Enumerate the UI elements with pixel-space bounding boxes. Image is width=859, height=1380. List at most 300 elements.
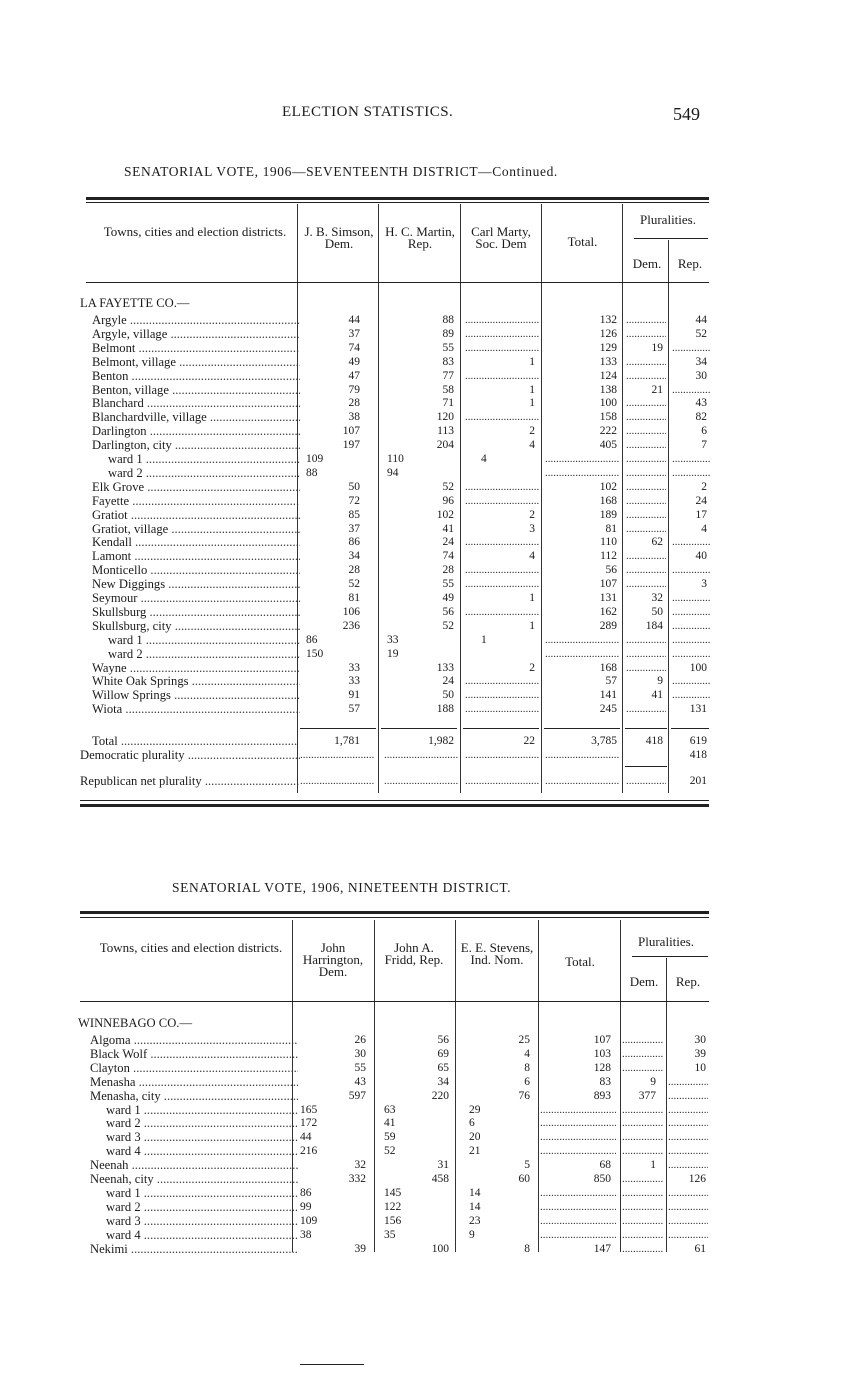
- table-row: [80, 480, 710, 494]
- header-rep: Rep.: [677, 256, 703, 271]
- leader-dots: [668, 1214, 708, 1228]
- leader-dots: [465, 577, 540, 591]
- county-heading: [78, 1016, 192, 1030]
- leader-dots: [300, 748, 375, 762]
- row-label: Total .....: [92, 734, 300, 748]
- cell-rep: 3: [701, 578, 707, 591]
- cell-rep: 131: [689, 703, 707, 716]
- cell-rep: 30: [694, 1034, 706, 1046]
- table-row: [80, 410, 710, 424]
- cell-total: 168: [599, 661, 617, 674]
- cell-total: 132: [599, 314, 617, 326]
- table-row: [80, 369, 710, 383]
- sum-rule: [625, 766, 667, 767]
- cell-c2: 31: [437, 1159, 449, 1172]
- cell-c2: 88: [442, 314, 454, 326]
- cell-c3: 4: [529, 550, 535, 563]
- cell-c2: 58: [442, 383, 454, 396]
- cell-w1: 86: [306, 633, 318, 646]
- cell-total: 68: [599, 1159, 611, 1172]
- header-towns: Towns, cities and election districts.: [103, 224, 287, 239]
- leader-dots: [540, 1130, 616, 1144]
- leader-dots: [668, 1144, 708, 1158]
- cell-total: 168: [599, 494, 617, 507]
- cell-c1: 57: [348, 703, 360, 716]
- row-label: Argyle .....: [92, 313, 300, 327]
- leader-dots: [545, 647, 620, 661]
- leader-dots: [465, 535, 540, 549]
- total-row: [80, 734, 710, 748]
- cell-total: 107: [599, 578, 617, 591]
- cell-dem: 62: [651, 536, 663, 549]
- cell-c1: 32: [354, 1159, 366, 1172]
- cell-c2: 55: [442, 578, 454, 591]
- ward-row: [80, 452, 710, 466]
- leader-dots: [626, 438, 666, 452]
- leader-dots: [465, 341, 540, 355]
- table-row: [78, 1033, 710, 1047]
- cell-total: 128: [593, 1061, 611, 1074]
- leader-dots: [384, 748, 459, 762]
- leader-dots: [672, 633, 710, 647]
- leader-dots: [626, 466, 666, 480]
- leader-dots: [668, 1228, 708, 1242]
- cell-w1: 86: [300, 1186, 312, 1199]
- cell-c2: 52: [442, 480, 454, 493]
- cell-c2: 133: [436, 661, 454, 674]
- cell-total: 129: [599, 341, 617, 354]
- header-pluralities: Pluralities.: [638, 934, 694, 949]
- table-2-title: SENATORIAL VOTE, 1906, NINETEENTH DISTRICT.: [172, 880, 512, 895]
- cell-c2: 28: [442, 564, 454, 577]
- cell-total: 57: [605, 675, 617, 688]
- cell-w1: 109: [306, 453, 324, 465]
- cell-c1: 81: [348, 592, 360, 604]
- leader-dots: [545, 633, 620, 647]
- cell-total: 133: [599, 355, 617, 368]
- cell-c1: 34: [348, 550, 360, 563]
- row-label: Clayton .....: [90, 1061, 298, 1075]
- row-label: Wayne .....: [92, 661, 300, 675]
- cell-c2: 83: [442, 355, 454, 368]
- leader-dots: [672, 688, 710, 702]
- cell-w1: 216: [300, 1145, 318, 1158]
- cell-c1: 1,781: [334, 735, 360, 747]
- row-label: Darlington .....: [92, 424, 300, 438]
- cell-rep: 2: [701, 480, 707, 493]
- cell-total: 103: [593, 1047, 611, 1060]
- cell-w2: 110: [387, 453, 404, 465]
- ward-row: [78, 1200, 710, 1214]
- cell-rep: 4: [701, 522, 707, 535]
- leader-dots: [626, 577, 666, 591]
- cell-w3: 1: [481, 633, 487, 646]
- cell-total: 81: [605, 522, 617, 535]
- leader-dots: [626, 480, 666, 494]
- ward-row: [78, 1228, 710, 1242]
- leader-dots: [672, 619, 710, 633]
- cell-total: 289: [599, 619, 617, 632]
- leader-dots: [672, 647, 710, 661]
- row-label: ward 1 .....: [106, 1186, 298, 1200]
- ward-row: [78, 1214, 710, 1228]
- cell-dem: 1: [650, 1159, 656, 1172]
- header-pluralities: Pluralities.: [640, 212, 696, 227]
- leader-dots: [622, 1130, 664, 1144]
- cell-w1: 44: [300, 1131, 312, 1144]
- row-label: ward 1 .....: [108, 452, 300, 466]
- table-row: [80, 549, 710, 563]
- leader-dots: [465, 605, 540, 619]
- leader-dots: [540, 1116, 616, 1130]
- table-1-title: SENATORIAL VOTE, 1906—SEVENTEENTH DISTRICT—Continued.: [124, 164, 558, 179]
- row-label: Republican net plurality .....: [80, 774, 300, 788]
- cell-w2: 63: [384, 1103, 396, 1116]
- cell-rep: 201: [689, 775, 707, 787]
- cell-c2: 41: [442, 522, 454, 535]
- cell-c1: 85: [348, 508, 360, 521]
- leader-dots: [465, 494, 540, 508]
- cell-c2: 56: [442, 605, 454, 618]
- cell-total: 124: [599, 369, 617, 382]
- cell-dem: 377: [638, 1089, 656, 1102]
- bottom-rule: [80, 804, 709, 807]
- table-row: [78, 1242, 710, 1256]
- leader-dots: [540, 1186, 616, 1200]
- cell-c3: 3: [529, 522, 535, 535]
- cell-c3: 1: [529, 397, 535, 410]
- ward-row: [78, 1103, 710, 1117]
- cell-total: 405: [599, 439, 617, 452]
- cell-total: 110: [600, 536, 617, 549]
- row-label: Elk Grove .....: [92, 480, 300, 494]
- cell-w1: 165: [300, 1103, 318, 1116]
- leader-dots: [540, 1144, 616, 1158]
- cell-rep: 30: [695, 369, 707, 382]
- row-label: ward 3 .....: [106, 1130, 298, 1144]
- cell-w2: 122: [384, 1200, 402, 1213]
- pluralities-rule: [634, 238, 708, 239]
- cell-total: 126: [599, 327, 617, 340]
- row-label: Skullsburg .....: [92, 605, 300, 619]
- cell-c1: 55: [354, 1061, 366, 1074]
- leader-dots: [465, 688, 540, 702]
- cell-dem: 41: [651, 689, 663, 702]
- leader-dots: [540, 1228, 616, 1242]
- cell-rep: 10: [694, 1061, 706, 1074]
- cell-c1: 26: [354, 1034, 366, 1046]
- leader-dots: [626, 633, 666, 647]
- cell-c2: 188: [436, 703, 454, 716]
- row-label: ward 4 .....: [106, 1228, 298, 1242]
- cell-c1: 332: [348, 1173, 366, 1185]
- cell-dem: 19: [651, 341, 663, 354]
- cell-c2: 74: [442, 550, 454, 563]
- row-label: ward 1 .....: [106, 1103, 298, 1117]
- cell-w2: 94: [387, 466, 399, 479]
- cell-w3: 9: [469, 1228, 475, 1241]
- leader-dots: [626, 522, 666, 536]
- leader-dots: [672, 452, 710, 466]
- table-row: [80, 396, 710, 410]
- table-row: [80, 688, 710, 702]
- leader-dots: [672, 341, 710, 355]
- table-row: [80, 383, 710, 397]
- ward-row: [80, 466, 710, 480]
- leader-dots: [626, 355, 666, 369]
- table-row: [80, 341, 710, 355]
- sum-rule: [381, 728, 457, 729]
- leader-dots: [626, 549, 666, 563]
- cell-w2: 52: [384, 1145, 396, 1158]
- table-row: [80, 355, 710, 369]
- cell-w2: 59: [384, 1131, 396, 1144]
- cell-c3: 8: [524, 1242, 530, 1255]
- row-label: Blanchard .....: [92, 396, 300, 410]
- leader-dots: [622, 1033, 664, 1047]
- cell-c2: 49: [442, 592, 454, 604]
- cell-c1: 86: [348, 536, 360, 549]
- ward-row: [78, 1186, 710, 1200]
- cell-rep: 52: [695, 327, 707, 340]
- cell-c2: 69: [437, 1047, 449, 1060]
- row-label: Neenah, city .....: [90, 1172, 298, 1186]
- cell-c3: 25: [518, 1034, 530, 1046]
- leader-dots: [465, 674, 540, 688]
- leader-dots: [626, 327, 666, 341]
- cell-c2: 89: [442, 327, 454, 340]
- leader-dots: [626, 647, 666, 661]
- cell-w2: 19: [387, 647, 399, 660]
- cell-rep: 6: [701, 425, 707, 438]
- cell-total: 131: [599, 592, 617, 604]
- row-label: Fayette .....: [92, 494, 300, 508]
- leader-dots: [622, 1047, 664, 1061]
- cell-c2: 96: [442, 494, 454, 507]
- cell-w1: 88: [306, 466, 318, 479]
- cell-c2: 113: [437, 425, 454, 438]
- cell-rep: 17: [695, 508, 707, 521]
- leader-dots: [626, 452, 666, 466]
- table-2-body: [78, 1016, 710, 1256]
- dem-plurality-row: [80, 748, 710, 762]
- leader-dots: [668, 1089, 708, 1103]
- leader-dots: [622, 1186, 664, 1200]
- row-label: Kendall .....: [92, 535, 300, 549]
- row-label: Algoma .....: [90, 1033, 298, 1047]
- leader-dots: [626, 313, 666, 327]
- cell-rep: 61: [694, 1242, 706, 1255]
- cell-c3: 8: [524, 1061, 530, 1074]
- cell-c1: 52: [348, 578, 360, 591]
- county-name: LA FAYETTE CO.—: [80, 296, 190, 310]
- table-row: [80, 674, 710, 688]
- cell-c3: 2: [529, 425, 535, 438]
- cell-rep: 40: [695, 550, 707, 563]
- cell-rep: 100: [689, 661, 707, 674]
- cell-c2: 34: [437, 1075, 449, 1088]
- cell-w3: 20: [469, 1131, 481, 1144]
- cell-c3: 4: [529, 439, 535, 452]
- footer-rule: [300, 1364, 364, 1365]
- leader-dots: [672, 674, 710, 688]
- row-label: ward 2 .....: [108, 647, 300, 661]
- table-row: [80, 535, 710, 549]
- cell-c1: 597: [348, 1089, 366, 1102]
- cell-c1: 38: [348, 411, 360, 424]
- cell-c1: 91: [348, 689, 360, 702]
- cell-w2: 41: [384, 1117, 396, 1130]
- leader-dots: [626, 424, 666, 438]
- row-label: Blanchardville, village .....: [92, 410, 300, 424]
- cell-c1: 44: [348, 314, 360, 326]
- header-candidate-2: H. C. Martin, Rep.: [385, 224, 455, 251]
- row-label: Gratiot, village .....: [92, 522, 300, 536]
- cell-c2: 204: [436, 439, 454, 452]
- rep-net-plurality-row: [80, 774, 710, 788]
- table-row: [78, 1075, 710, 1089]
- row-label: Lamont .....: [92, 549, 300, 563]
- leader-dots: [545, 452, 620, 466]
- table-row: [80, 563, 710, 577]
- leader-dots: [465, 563, 540, 577]
- cell-c3: 4: [524, 1047, 530, 1060]
- table-row: [78, 1047, 710, 1061]
- row-label: Neenah .....: [90, 1158, 298, 1172]
- row-label: Belmont, village .....: [92, 355, 300, 369]
- ward-row: [78, 1130, 710, 1144]
- cell-c1: 79: [348, 383, 360, 396]
- cell-w1: 172: [300, 1117, 318, 1130]
- leader-dots: [672, 563, 710, 577]
- leader-dots: [545, 774, 620, 788]
- cell-c2: 65: [437, 1061, 449, 1074]
- cell-rep: 619: [689, 735, 707, 747]
- leader-dots: [465, 774, 540, 788]
- leader-dots: [672, 535, 710, 549]
- cell-rep: 44: [695, 314, 707, 326]
- cell-c2: 100: [431, 1242, 449, 1255]
- table-row: [80, 702, 710, 716]
- cell-total: 107: [593, 1034, 611, 1046]
- cell-c2: 50: [442, 689, 454, 702]
- cell-c2: 55: [442, 341, 454, 354]
- row-label: Benton, village .....: [92, 383, 300, 397]
- row-label: ward 2 .....: [108, 466, 300, 480]
- cell-c1: 43: [354, 1075, 366, 1088]
- row-label: Democratic plurality .....: [80, 748, 300, 762]
- cell-c2: 1,982: [428, 735, 454, 747]
- sum-rule: [671, 728, 709, 729]
- cell-w2: 145: [384, 1186, 402, 1199]
- leader-dots: [668, 1075, 708, 1089]
- leader-dots: [622, 1214, 664, 1228]
- leader-dots: [465, 748, 540, 762]
- leader-dots: [668, 1130, 708, 1144]
- cell-c2: 24: [442, 675, 454, 688]
- cell-total: 222: [599, 425, 617, 438]
- leader-dots: [545, 466, 620, 480]
- county-name: WINNEBAGO CO.—: [78, 1016, 193, 1030]
- leader-dots: [465, 313, 540, 327]
- leader-dots: [622, 1172, 664, 1186]
- cell-rep: 126: [688, 1173, 706, 1185]
- header-candidate-3: Carl Marty, Soc. Dem: [471, 224, 531, 251]
- cell-c2: 24: [442, 536, 454, 549]
- header-candidate-3: E. E. Stevens, Ind. Nom.: [460, 940, 534, 967]
- cell-c1: 28: [348, 564, 360, 577]
- table-1-body: [80, 296, 710, 816]
- cell-total: 147: [593, 1242, 611, 1255]
- leader-dots: [672, 591, 710, 605]
- leader-dots: [668, 1116, 708, 1130]
- row-label: Belmont .....: [92, 341, 300, 355]
- header-dem: Dem.: [629, 974, 659, 989]
- cell-c2: 220: [431, 1089, 449, 1102]
- cell-c3: 1: [529, 355, 535, 368]
- leader-dots: [668, 1103, 708, 1117]
- table-row: [80, 577, 710, 591]
- row-label: Argyle, village .....: [92, 327, 300, 341]
- leader-dots: [668, 1158, 708, 1172]
- cell-c2: 120: [436, 411, 454, 424]
- cell-c1: 72: [348, 494, 360, 507]
- cell-c2: 56: [437, 1034, 449, 1046]
- cell-w1: 38: [300, 1228, 312, 1241]
- cell-c1: 236: [342, 619, 360, 632]
- cell-total: 158: [599, 411, 617, 424]
- row-label: Skullsburg, city .....: [92, 619, 300, 633]
- leader-dots: [540, 1103, 616, 1117]
- cell-c1: 50: [348, 480, 360, 493]
- row-label: ward 2 .....: [106, 1116, 298, 1130]
- cell-c3: 60: [518, 1173, 530, 1185]
- leader-dots: [465, 369, 540, 383]
- cell-w3: 14: [469, 1200, 481, 1213]
- header-rep: Rep.: [675, 974, 701, 989]
- cell-c1: 106: [342, 605, 360, 618]
- cell-c3: 6: [524, 1075, 530, 1088]
- row-label: ward 4 .....: [106, 1144, 298, 1158]
- header-dem: Dem.: [632, 256, 662, 271]
- cell-c3: 5: [524, 1159, 530, 1172]
- cell-total: 83: [599, 1075, 611, 1088]
- cell-w3: 6: [469, 1117, 475, 1130]
- cell-w1: 150: [306, 647, 324, 660]
- cell-w3: 14: [469, 1186, 481, 1199]
- table-row: [80, 327, 710, 341]
- cell-c1: 107: [342, 425, 360, 438]
- cell-c1: 197: [342, 439, 360, 452]
- cell-dem: 50: [651, 605, 663, 618]
- cell-c1: 30: [354, 1047, 366, 1060]
- table-row: [80, 424, 710, 438]
- running-head: ELECTION STATISTICS.: [282, 104, 454, 120]
- cell-w3: 23: [469, 1214, 481, 1227]
- row-label: New Diggings .....: [92, 577, 300, 591]
- cell-c1: 33: [348, 675, 360, 688]
- leader-dots: [540, 1214, 616, 1228]
- cell-w3: 4: [481, 453, 487, 465]
- cell-c2: 71: [442, 397, 454, 410]
- row-label: Darlington, city .....: [92, 438, 300, 452]
- row-label: White Oak Springs .....: [92, 674, 300, 688]
- leader-dots: [622, 1103, 664, 1117]
- table-row: [78, 1061, 710, 1075]
- leader-dots: [622, 1228, 664, 1242]
- leader-dots: [626, 369, 666, 383]
- top-rule-thin: [80, 917, 709, 918]
